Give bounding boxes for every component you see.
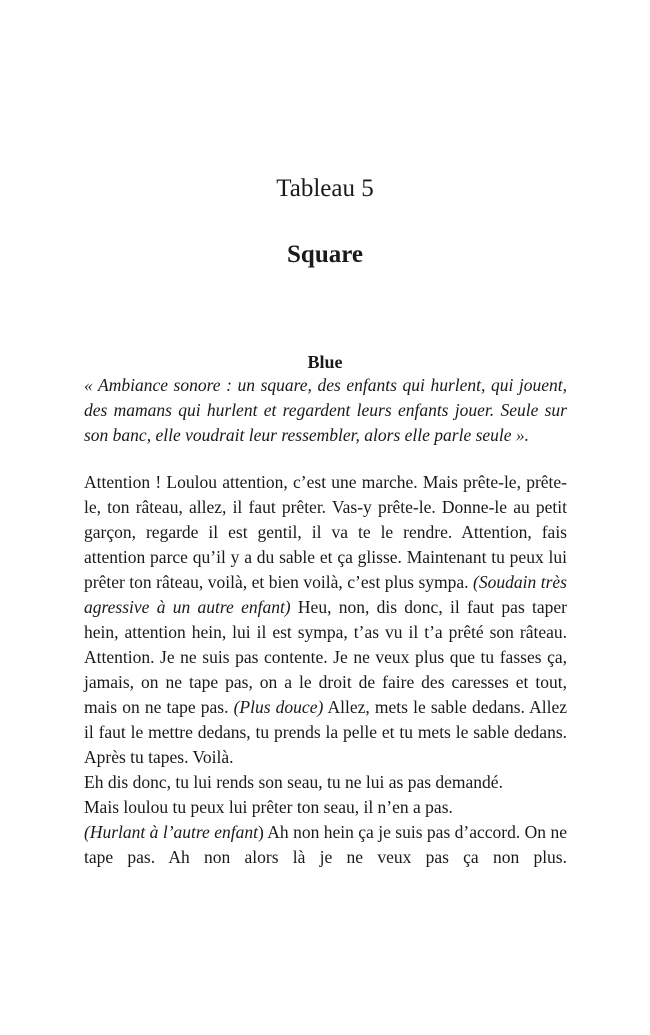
monologue-line: Mais loulou tu peux lui prêter ton seau, il n’en a pas. xyxy=(84,797,453,817)
stage-direction: « Ambiance sonore : un square, des enfants qui hurlent, qui jouent, des mamans qui hurlent et regardent leurs enfants jouer. Seule sur son banc, elle voudrait leur ressembler, alors elle parle seule ». xyxy=(84,375,567,445)
scene-title: Square xyxy=(287,241,363,268)
inline-stage-direction: (Hurlant à l’autre enfant xyxy=(84,822,258,842)
stage-direction-close-paren: ) xyxy=(257,822,264,842)
monologue-paragraph xyxy=(84,820,567,870)
dialogue-text: Attention ! Loulou attention, c’est une marche. Mais prête-le, prête-le, ton râteau, allez, il faut prêter. Vas-y prête-le. Donne-le au petit garçon, regarde il est gentil, il va te le rendre. Attention, fais attention parce qu’il y a du sable et ça glisse. Maintenant tu peux lui prêter ton râteau, voilà, et bien voilà, c’est plus sympa. xyxy=(84,472,567,592)
speaker-name: Blue xyxy=(307,352,343,372)
monologue-text xyxy=(84,470,567,870)
dialogue-text: Ah non hein ça je suis pas d’accord. On ne tape pas. Ah non alors là je ne veux pas ça non plus. xyxy=(84,822,567,867)
inline-stage-direction: (Soudain très agressive à un autre enfant) xyxy=(84,572,567,617)
dialogue-text: Heu, non, dis donc, il faut pas taper hein, attention hein, lui il est sympa, t’as vu il t’a prêté son râteau. Attention. Je ne suis pas contente. Je ne veux plus que tu fasses ça, jamais, on ne tape pas, on a le droit de faire des caresses et tout, mais on ne tape pas. xyxy=(84,597,567,717)
tableau-heading: Tableau 5 xyxy=(276,175,374,202)
monologue-line: Eh dis donc, tu lui rends son seau, tu ne lui as pas demandé. xyxy=(84,772,503,792)
inline-stage-direction: (Plus douce) xyxy=(233,697,324,717)
dialogue-text: Allez, mets le sable dedans. Allez il faut le mettre dedans, tu prends la pelle et tu mets le sable dedans. Après tu tapes. Voilà. xyxy=(84,697,567,767)
monologue-paragraph xyxy=(84,470,567,770)
